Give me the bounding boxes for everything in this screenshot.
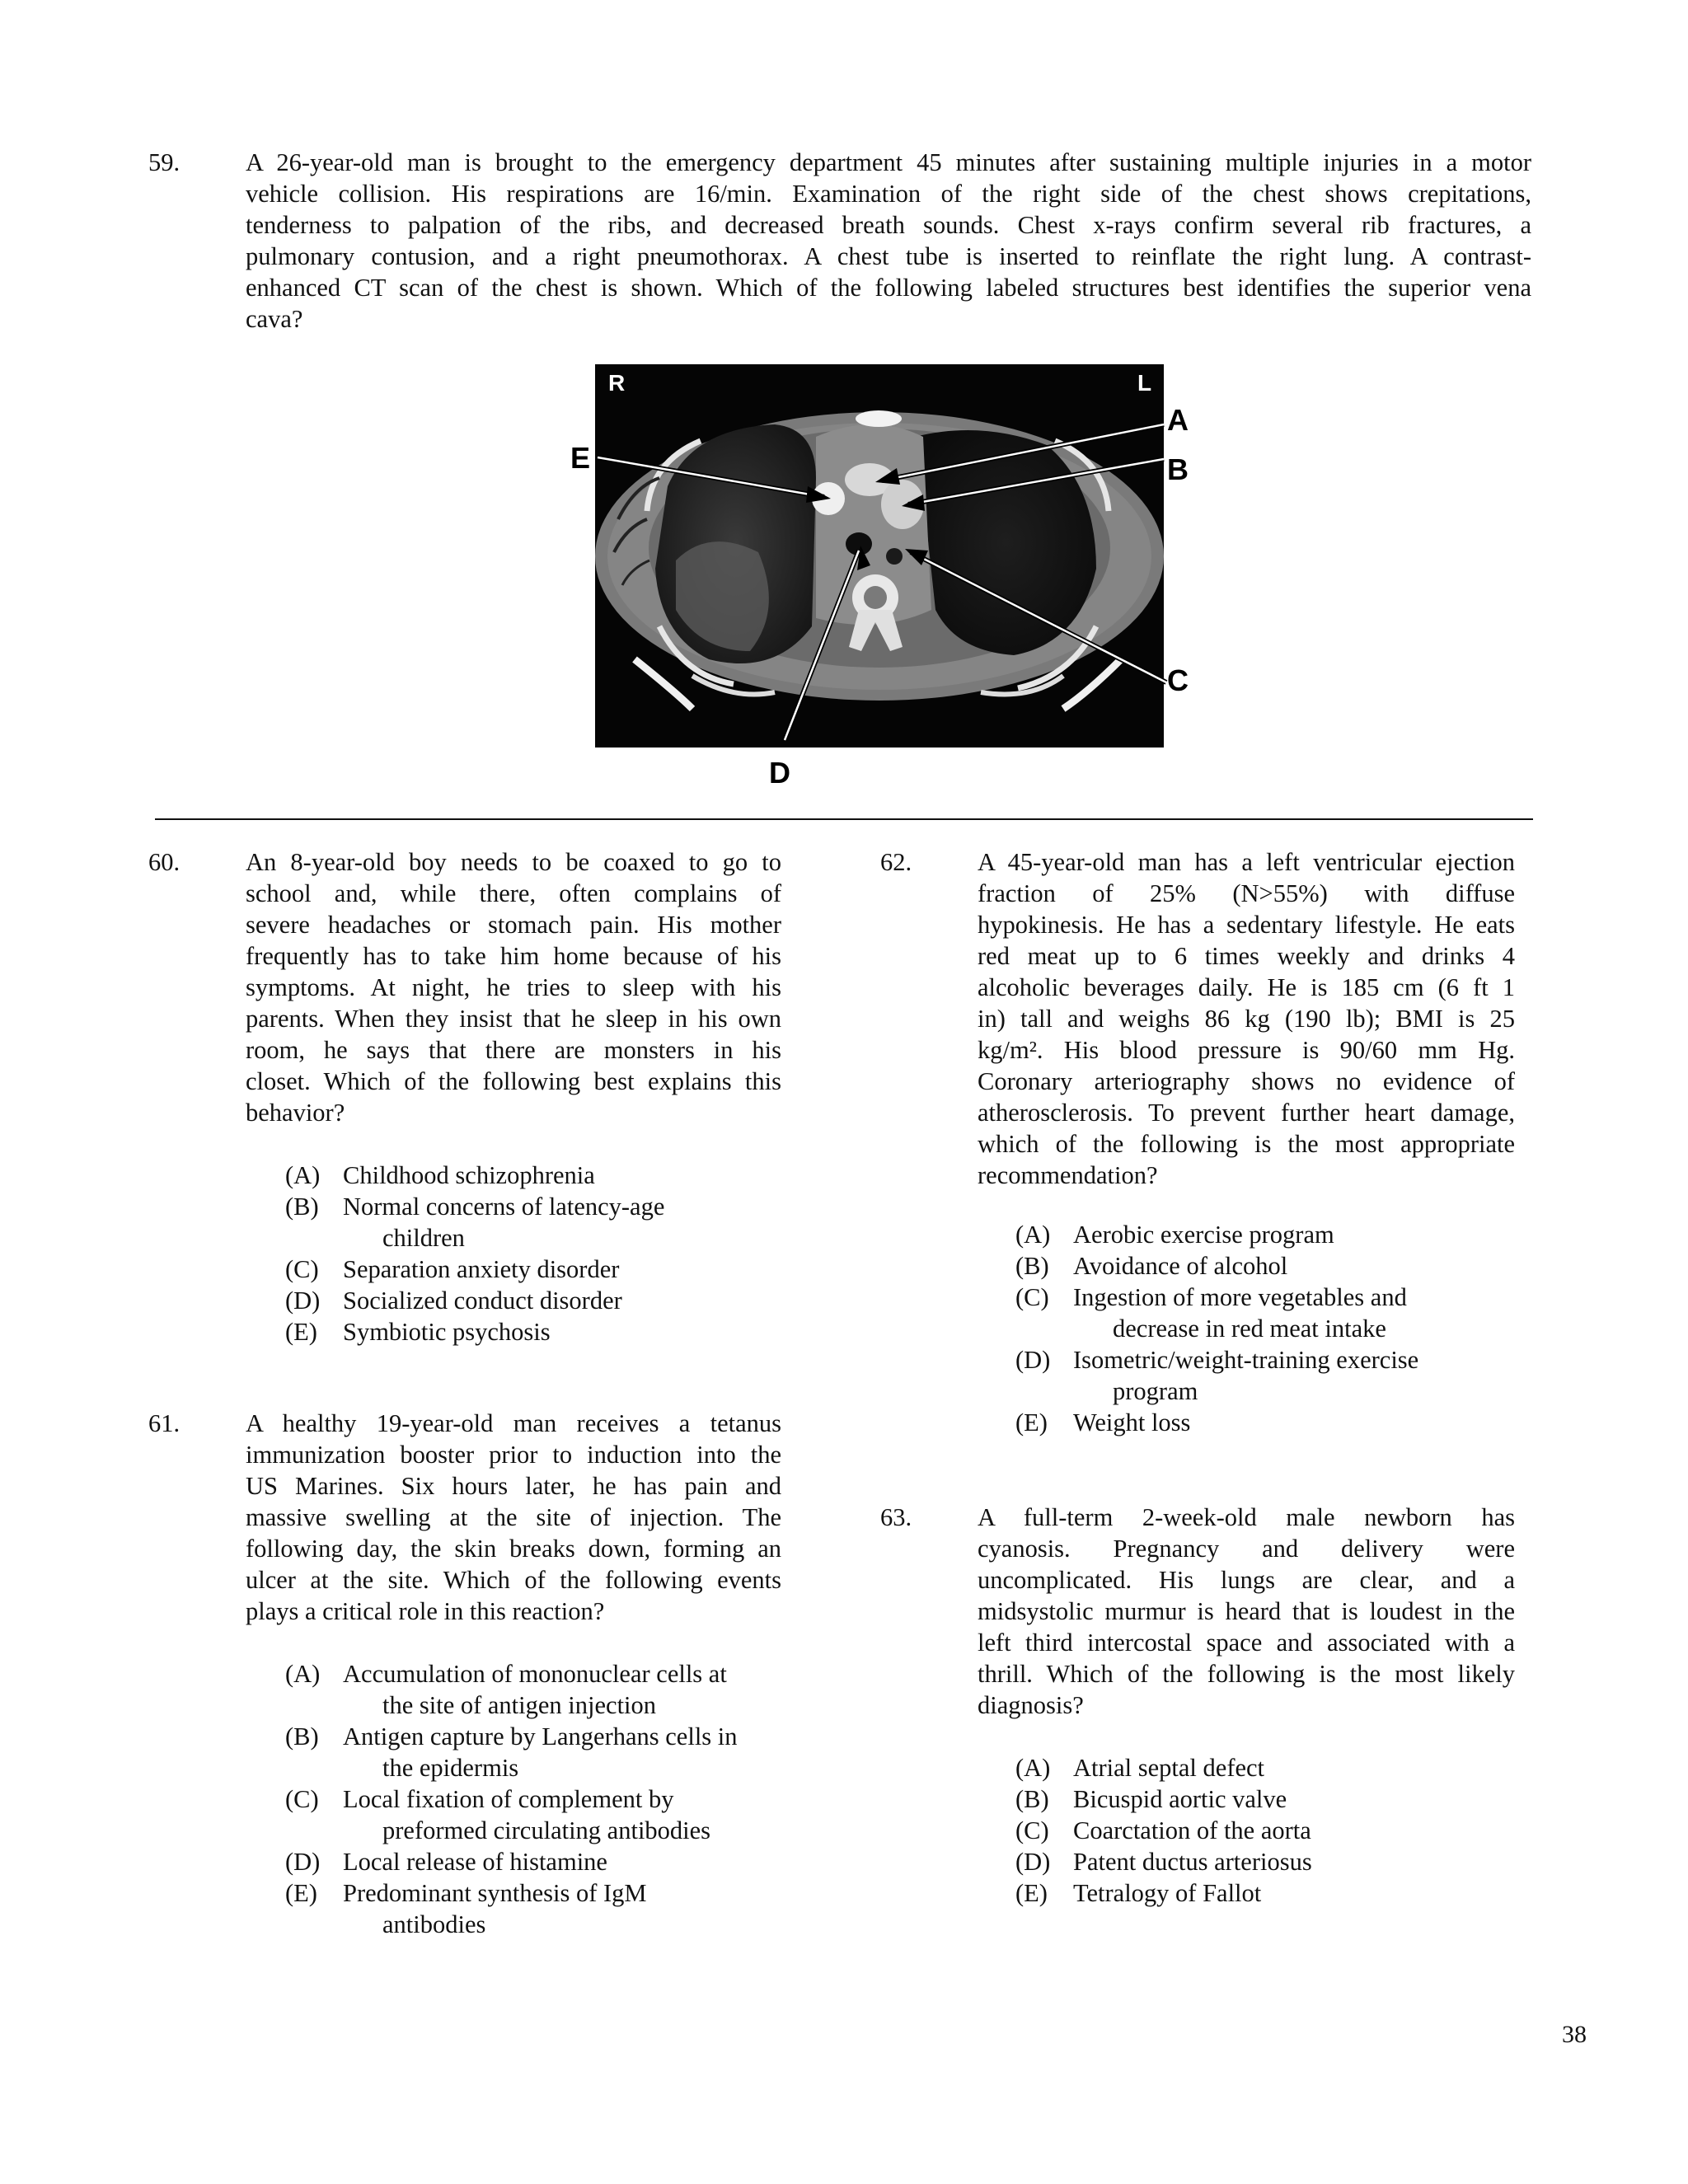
option-b[interactable]: (B) Bicuspid aortic valve xyxy=(1015,1785,1287,1813)
question-number: 61. xyxy=(148,1409,181,1437)
stem-line: left third intercostal space and associated with a xyxy=(978,1629,1515,1657)
stem-line: atherosclerosis. To prevent further heart damage, xyxy=(978,1099,1515,1127)
stem-line: pulmonary contusion, and a right pneumothorax. A chest tube is inserted to reinflate the right lung. A contrast- xyxy=(246,242,1531,270)
stem-line: An 8-year-old boy needs to be coaxed to go to xyxy=(246,848,781,876)
stem-line: immunization booster prior to induction into the xyxy=(246,1441,781,1469)
stem-line: severe headaches or stomach pain. His mother xyxy=(246,911,781,939)
section-divider xyxy=(155,818,1533,820)
stem-line: school and, while there, often complains of xyxy=(246,879,781,907)
option-e[interactable]: (E) Predominant synthesis of IgM antibodies xyxy=(285,1879,647,1938)
question-63 xyxy=(880,1502,1540,1930)
question-stem xyxy=(246,147,1531,335)
stem-line: hypokinesis. He has a sedentary lifestyle. He eats xyxy=(978,911,1515,939)
question-stem xyxy=(978,846,1515,1191)
option-a[interactable]: (A) Childhood schizophrenia xyxy=(285,1161,595,1189)
question-number: 63. xyxy=(880,1503,912,1531)
option-b[interactable]: (B) Avoidance of alcohol xyxy=(1015,1252,1288,1280)
stem-line: closet. Which of the following best explains this xyxy=(246,1067,781,1095)
option-d[interactable]: (D) Socialized conduct disorder xyxy=(285,1286,622,1315)
stem-line: recommendation? xyxy=(978,1161,1158,1189)
label-right: R xyxy=(608,370,626,396)
option-a[interactable]: (A) Atrial septal defect xyxy=(1015,1754,1265,1782)
label-a: A xyxy=(1167,403,1189,437)
option-b[interactable]: (B) Normal concerns of latency-age children xyxy=(285,1193,665,1252)
stem-line: diagnosis? xyxy=(978,1691,1084,1719)
stem-line: cava? xyxy=(246,305,303,333)
option-e[interactable]: (E) Tetralogy of Fallot xyxy=(1015,1879,1262,1907)
stem-line: US Marines. Six hours later, he has pain and xyxy=(246,1472,781,1500)
stem-line: Coronary arteriography shows no evidence of xyxy=(978,1067,1515,1095)
answer-options xyxy=(285,1658,780,1940)
stem-line: A 45-year-old man has a left ventricular ejection xyxy=(978,848,1515,876)
option-a[interactable]: (A) Aerobic exercise program xyxy=(1015,1221,1334,1249)
stem-line: symptoms. At night, he tries to sleep with his xyxy=(246,973,781,1001)
stem-line: kg/m². His blood pressure is 90/60 mm Hg. xyxy=(978,1036,1515,1064)
question-number: 62. xyxy=(880,848,912,876)
stem-line: midsystolic murmur is heard that is loudest in the xyxy=(978,1597,1515,1625)
stem-line: red meat up to 6 times weekly and drinks 4 xyxy=(978,942,1515,970)
stem-line: uncomplicated. His lungs are clear, and a xyxy=(978,1566,1515,1594)
ct-scan-image xyxy=(569,363,1195,791)
stem-line: plays a critical role in this reaction? xyxy=(246,1597,605,1625)
stem-line: massive swelling at the site of injection. The xyxy=(246,1503,781,1531)
stem-line: tenderness to palpation of the ribs, and decreased breath sounds. Chest x-rays confirm several rib fractures, a xyxy=(246,211,1531,239)
question-59 xyxy=(148,147,1533,344)
page-number: 38 xyxy=(1562,2021,1587,2048)
label-b: B xyxy=(1167,452,1189,486)
stem-line: behavior? xyxy=(246,1099,345,1127)
stem-line: frequently has to take him home because of his xyxy=(246,942,781,970)
option-b[interactable]: (B) Antigen capture by Langerhans cells in the epidermis xyxy=(285,1722,738,1782)
question-62 xyxy=(880,846,1540,1440)
stem-line: vehicle collision. His respirations are 16/min. Examination of the right side of the chest shows crepitations, xyxy=(246,180,1531,208)
stem-line: room, he says that there are monsters in his xyxy=(246,1036,781,1064)
stem-line: thrill. Which of the following is the most likely xyxy=(978,1660,1515,1688)
option-a[interactable]: (A) Accumulation of mononuclear cells at the site of antigen injection xyxy=(285,1660,727,1719)
question-60 xyxy=(148,846,791,1357)
question-61 xyxy=(148,1408,791,1952)
option-d[interactable]: (D) Isometric/weight-training exercise program xyxy=(1015,1346,1419,1405)
question-number: 59. xyxy=(148,148,181,176)
option-d[interactable]: (D) Local release of histamine xyxy=(285,1848,607,1876)
label-e: E xyxy=(570,441,591,475)
option-c[interactable]: (C) Local fixation of complement by preformed circulating antibodies xyxy=(285,1785,711,1844)
stem-line: A 26-year-old man is brought to the emergency department 45 minutes after sustaining multiple injuries in a motor xyxy=(246,148,1531,176)
label-c: C xyxy=(1167,663,1189,697)
option-d[interactable]: (D) Patent ductus arteriosus xyxy=(1015,1848,1312,1876)
stem-line: cyanosis. Pregnancy and delivery were xyxy=(978,1535,1515,1563)
question-stem xyxy=(246,846,781,1128)
option-c[interactable]: (C) Separation anxiety disorder xyxy=(285,1255,620,1283)
stem-line: ulcer at the site. Which of the following events xyxy=(246,1566,781,1594)
option-e[interactable]: (E) Weight loss xyxy=(1015,1408,1191,1436)
stem-line: in) tall and weighs 86 kg (190 lb); BMI is 25 xyxy=(978,1005,1515,1033)
stem-line: A full-term 2-week-old male newborn has xyxy=(978,1503,1515,1531)
stem-line: A healthy 19-year-old man receives a tetanus xyxy=(246,1409,781,1437)
label-left: L xyxy=(1137,370,1152,396)
stem-line: alcoholic beverages daily. He is 185 cm (6 ft 1 xyxy=(978,973,1515,1001)
label-d: D xyxy=(769,756,790,790)
option-c[interactable]: (C) Coarctation of the aorta xyxy=(1015,1816,1311,1844)
stem-line: following day, the skin breaks down, forming an xyxy=(246,1535,781,1563)
answer-options xyxy=(1015,1752,1526,1909)
stem-line: fraction of 25% (N>55%) with diffuse xyxy=(978,879,1515,907)
ct-scan-figure xyxy=(569,363,1195,791)
option-e[interactable]: (E) Symbiotic psychosis xyxy=(285,1318,551,1346)
option-c[interactable]: (C) Ingestion of more vegetables and decrease in red meat intake xyxy=(1015,1283,1407,1343)
stem-line: enhanced CT scan of the chest is shown. Which of the following labeled structures best identifies the superior vena xyxy=(246,274,1531,302)
stem-line: parents. When they insist that he sleep in his own xyxy=(246,1005,781,1033)
question-number: 60. xyxy=(148,848,181,876)
answer-options xyxy=(1015,1219,1526,1438)
stem-line: which of the following is the most appropriate xyxy=(978,1130,1515,1158)
answer-options xyxy=(285,1160,780,1347)
question-stem xyxy=(978,1502,1515,1721)
question-stem xyxy=(246,1408,781,1627)
